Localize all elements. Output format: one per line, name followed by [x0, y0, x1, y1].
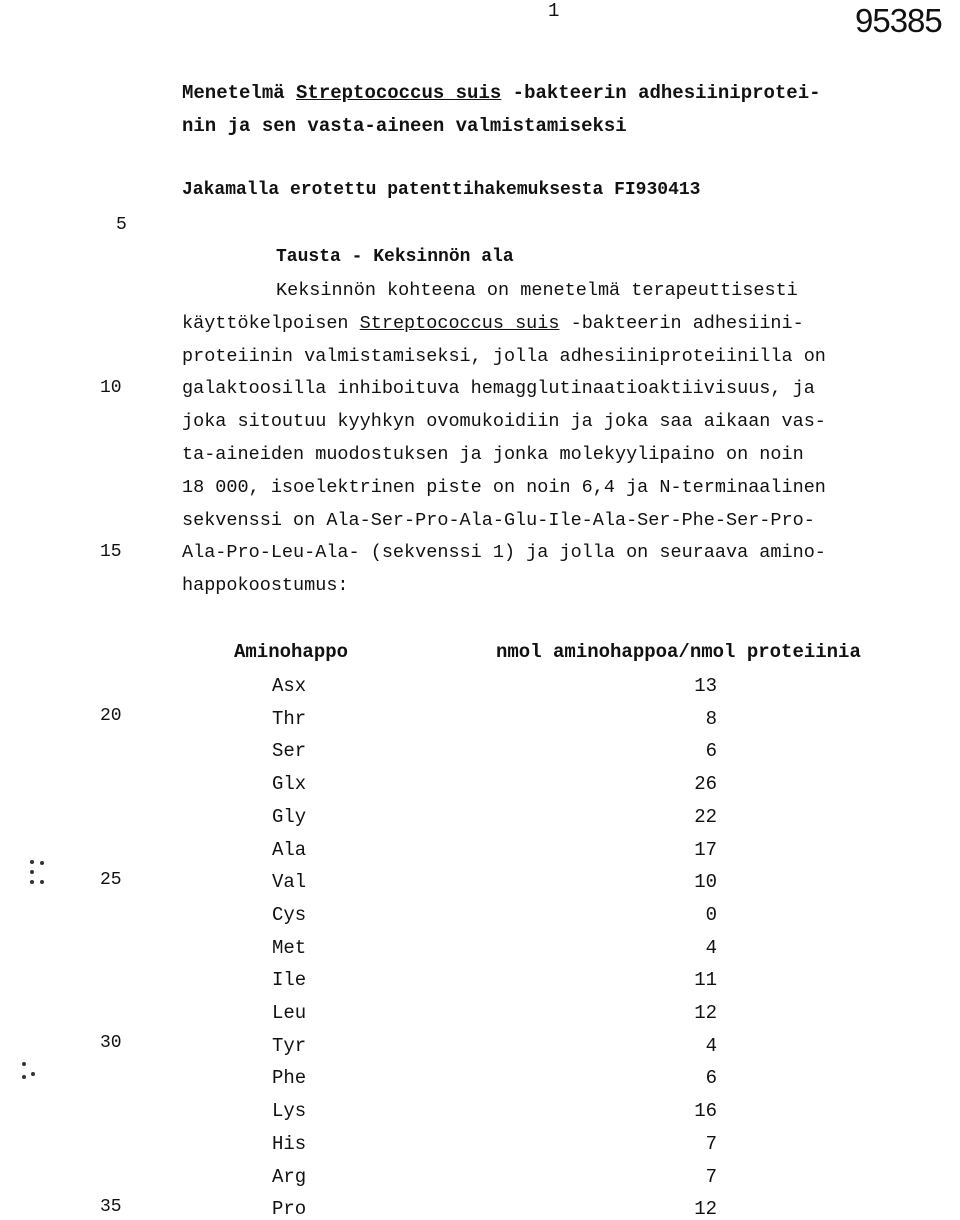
- section-heading: Tausta - Keksinnön ala: [276, 247, 514, 267]
- table-cell-amino-acid: Met: [272, 937, 307, 959]
- table-cell-value: 7: [705, 1166, 717, 1188]
- table-cell-amino-acid: Cys: [272, 904, 307, 926]
- title-text: Menetelmä: [182, 82, 297, 104]
- line-number: 10: [100, 378, 122, 398]
- table-header: nmol aminohappoa/nmol proteiinia: [496, 641, 861, 663]
- scan-speck: [22, 1075, 26, 1079]
- body-line: [182, 313, 804, 334]
- line-number: 25: [100, 870, 122, 890]
- table-header: Aminohappo: [234, 641, 349, 663]
- body-line: sekvenssi on Ala-Ser-Pro-Ala-Glu-Ile-Ala-Ser-Phe-Ser-Pro-: [182, 510, 815, 531]
- table-cell-amino-acid: Glx: [272, 773, 307, 795]
- table-cell-amino-acid: Ala: [272, 839, 307, 861]
- line-number: 5: [116, 215, 127, 235]
- table-cell-amino-acid: His: [272, 1133, 307, 1155]
- body-line: proteiinin valmistamiseksi, jolla adhesiiniproteiinilla on: [182, 346, 826, 367]
- line-number: 30: [100, 1033, 122, 1053]
- table-cell-amino-acid: Tyr: [272, 1035, 307, 1057]
- table-cell-amino-acid: Phe: [272, 1067, 307, 1089]
- line-number: 20: [100, 706, 122, 726]
- subtitle: Jakamalla erotettu patenttihakemuksesta FI930413: [182, 180, 701, 200]
- body-line: ta-aineiden muodostuksen ja jonka molekyylipaino on noin: [182, 444, 804, 465]
- title-organism: Streptococcus suis: [296, 82, 502, 104]
- body-line: Ala-Pro-Leu-Ala- (sekvenssi 1) ja jolla on seuraava amino-: [182, 542, 826, 563]
- scan-speck: [31, 1072, 35, 1076]
- page-number: 1: [548, 0, 560, 22]
- table-cell-amino-acid: Gly: [272, 806, 307, 828]
- body-line: happokoostumus:: [182, 575, 349, 596]
- table-cell-value: 4: [705, 1035, 717, 1057]
- body-organism: Streptococcus suis: [359, 313, 560, 334]
- table-cell-value: 12: [694, 1002, 717, 1024]
- table-cell-value: 26: [694, 773, 717, 795]
- table-cell-value: 6: [705, 740, 717, 762]
- table-cell-amino-acid: Ile: [272, 969, 307, 991]
- table-cell-amino-acid: Pro: [272, 1198, 307, 1220]
- table-cell-value: 16: [694, 1100, 717, 1122]
- table-cell-value: 17: [694, 839, 717, 861]
- line-number: 35: [100, 1197, 122, 1217]
- scan-speck: [40, 861, 44, 865]
- title-line-2: nin ja sen vasta-aineen valmistamiseksi: [182, 115, 627, 137]
- body-line: 18 000, isoelektrinen piste on noin 6,4 ja N-terminaalinen: [182, 477, 826, 498]
- body-line: Keksinnön kohteena on menetelmä terapeuttisesti: [276, 280, 798, 301]
- table-cell-amino-acid: Asx: [272, 675, 307, 697]
- table-cell-value: 8: [705, 708, 717, 730]
- table-cell-value: 10: [694, 871, 717, 893]
- scan-speck: [40, 880, 44, 884]
- table-cell-value: 11: [694, 969, 717, 991]
- title-text-cont: -bakteerin adhesiiniprotei-: [501, 82, 821, 104]
- table-cell-amino-acid: Val: [272, 871, 307, 893]
- scan-speck: [30, 880, 34, 884]
- table-cell-value: 13: [694, 675, 717, 697]
- body-line: joka sitoutuu kyyhkyn ovomukoidiin ja joka saa aikaan vas-: [182, 411, 826, 432]
- table-cell-value: 6: [705, 1067, 717, 1089]
- table-cell-value: 4: [705, 937, 717, 959]
- table-cell-value: 7: [705, 1133, 717, 1155]
- table-cell-amino-acid: Arg: [272, 1166, 307, 1188]
- table-cell-amino-acid: Lys: [272, 1100, 307, 1122]
- table-cell-value: 22: [694, 806, 717, 828]
- scan-speck: [22, 1062, 26, 1066]
- line-number: 15: [100, 542, 122, 562]
- table-cell-amino-acid: Thr: [272, 708, 307, 730]
- scan-speck: [30, 860, 34, 864]
- table-cell-value: 0: [705, 904, 717, 926]
- body-text-cont: -bakteerin adhesiini-: [559, 313, 804, 334]
- table-cell-amino-acid: Ser: [272, 740, 307, 762]
- body-text: käyttökelpoisen: [182, 313, 360, 334]
- body-line: galaktoosilla inhiboituva hemagglutinaatioaktiivisuus, ja: [182, 378, 815, 399]
- table-cell-amino-acid: Leu: [272, 1002, 307, 1024]
- table-cell-value: 12: [694, 1198, 717, 1220]
- patent-number: 95385: [855, 2, 942, 39]
- scan-speck: [30, 870, 34, 874]
- title-line-1: [182, 82, 821, 104]
